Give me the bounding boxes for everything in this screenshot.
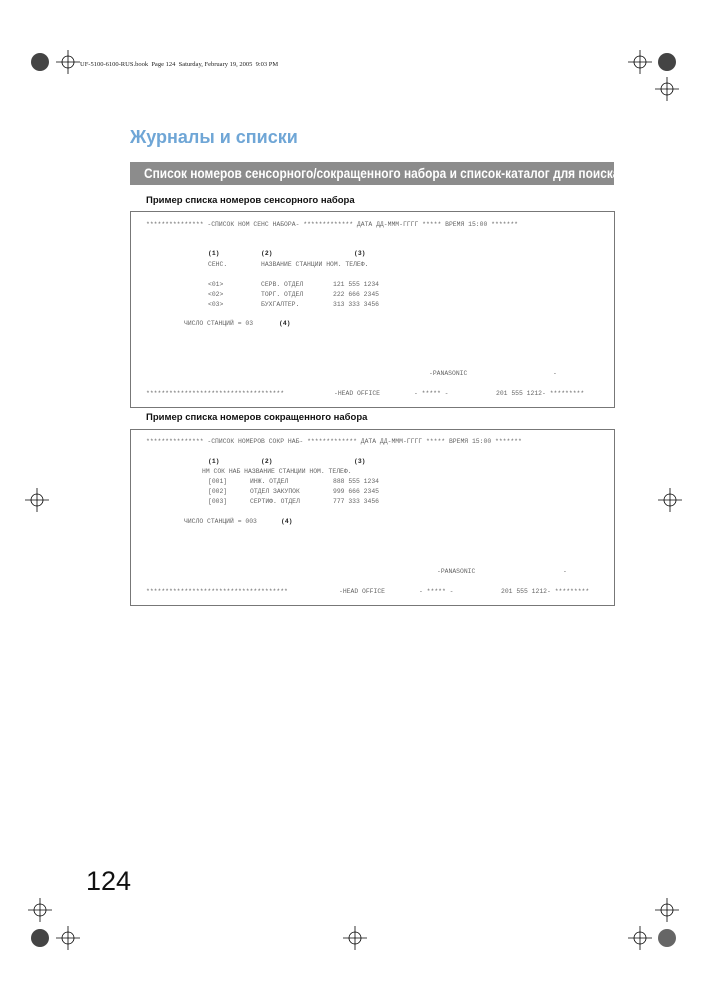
list1-count-ref: (4): [279, 320, 291, 327]
list1-row-code: <03>: [208, 301, 224, 308]
list2-brand: -PANASONIC: [437, 568, 476, 575]
list1-brand: -PANASONIC: [429, 370, 468, 377]
list2-col1-ref: (1): [208, 458, 220, 465]
list1-row-name: СЕРВ. ОТДЕЛ: [261, 281, 304, 288]
list1-bottom-tail: 201 555 1212- *********: [496, 390, 585, 397]
list2-col3-ref: (3): [354, 458, 366, 465]
page-title: Журналы и списки: [130, 127, 298, 147]
list2-top-line: *************** -СПИСОК НОМЕРОВ СОКР НАБ- ************* ДАТА ДД-МММ-ГГГГ ***** ВРЕМЯ 15:00 *******: [146, 438, 522, 445]
list2-row-phone: 777 333 3456: [333, 498, 380, 505]
list1-mid: - ***** -: [414, 390, 449, 397]
section-title: Список номеров сенсорного/сокращенного набора и список-каталог для поиска: [144, 165, 620, 181]
list2-row-phone: 888 555 1234: [333, 478, 380, 485]
list1-bottom-stars: ************************************: [146, 390, 285, 397]
list2-count: ЧИСЛО СТАНЦИЙ = 003: [184, 518, 257, 525]
list2-row-code: [001]: [208, 478, 228, 485]
list1-row-phone: 313 333 3456: [333, 301, 380, 308]
list1-row-phone: 121 555 1234: [333, 281, 380, 288]
list2-count-ref: (4): [281, 518, 293, 525]
list1-head-office: -HEAD OFFICE: [334, 390, 381, 397]
list2-bottom-stars: *************************************: [146, 588, 288, 595]
list1-col1-ref: (1): [208, 250, 220, 257]
list2-row-name: ОТДЕЛ ЗАКУПОК: [250, 488, 300, 495]
list2-bottom-tail: 201 555 1212- *********: [501, 588, 590, 595]
print-header: UF-5100-6100-RUS.book Page 124 Saturday, February 19, 2005 9:03 PM: [80, 61, 279, 68]
list1-row-code: <02>: [208, 291, 224, 298]
list1-header-col2: НАЗВАНИЕ СТАНЦИИ НОМ. ТЕЛЕФ.: [261, 261, 369, 268]
page-number: 124: [86, 866, 132, 896]
list2-row-code: [002]: [208, 488, 228, 495]
list1-row-code: <01>: [208, 281, 224, 288]
list1-header-col1: СЕНС.: [208, 261, 228, 268]
list2-dash: -: [563, 568, 567, 575]
list2-head-office: -HEAD OFFICE: [339, 588, 386, 595]
list2-col2-ref: (2): [261, 458, 273, 465]
list2-header: НМ СОК НАБ НАЗВАНИЕ СТАНЦИИ НОМ. ТЕЛЕФ.: [202, 468, 352, 475]
list1-row-name: БУХГАЛТЕР.: [261, 301, 300, 308]
list1-col3-ref: (3): [354, 250, 366, 257]
list2-mid: - ***** -: [419, 588, 454, 595]
list1-top-line: *************** -СПИСОК НОМ СЕНС НАБОРА- ************* ДАТА ДД-МММ-ГГГГ ***** ВРЕМЯ 15:00 *******: [146, 221, 518, 228]
list1-count: ЧИСЛО СТАНЦИЙ = 03: [184, 320, 254, 327]
list2-row-name: СЕРТИФ. ОТДЕЛ: [250, 498, 300, 505]
list1-row-phone: 222 666 2345: [333, 291, 380, 298]
list2-row-phone: 999 666 2345: [333, 488, 380, 495]
list1-row-name: ТОРГ. ОТДЕЛ: [261, 291, 304, 298]
list1-dash: -: [553, 370, 557, 377]
list2-heading: Пример списка номеров сокращенного набора: [146, 412, 368, 423]
list1-col2-ref: (2): [261, 250, 273, 257]
list1-heading: Пример списка номеров сенсорного набора: [146, 195, 355, 206]
list2-row-code: [003]: [208, 498, 228, 505]
list2-row-name: ИНЖ. ОТДЕЛ: [250, 478, 289, 485]
